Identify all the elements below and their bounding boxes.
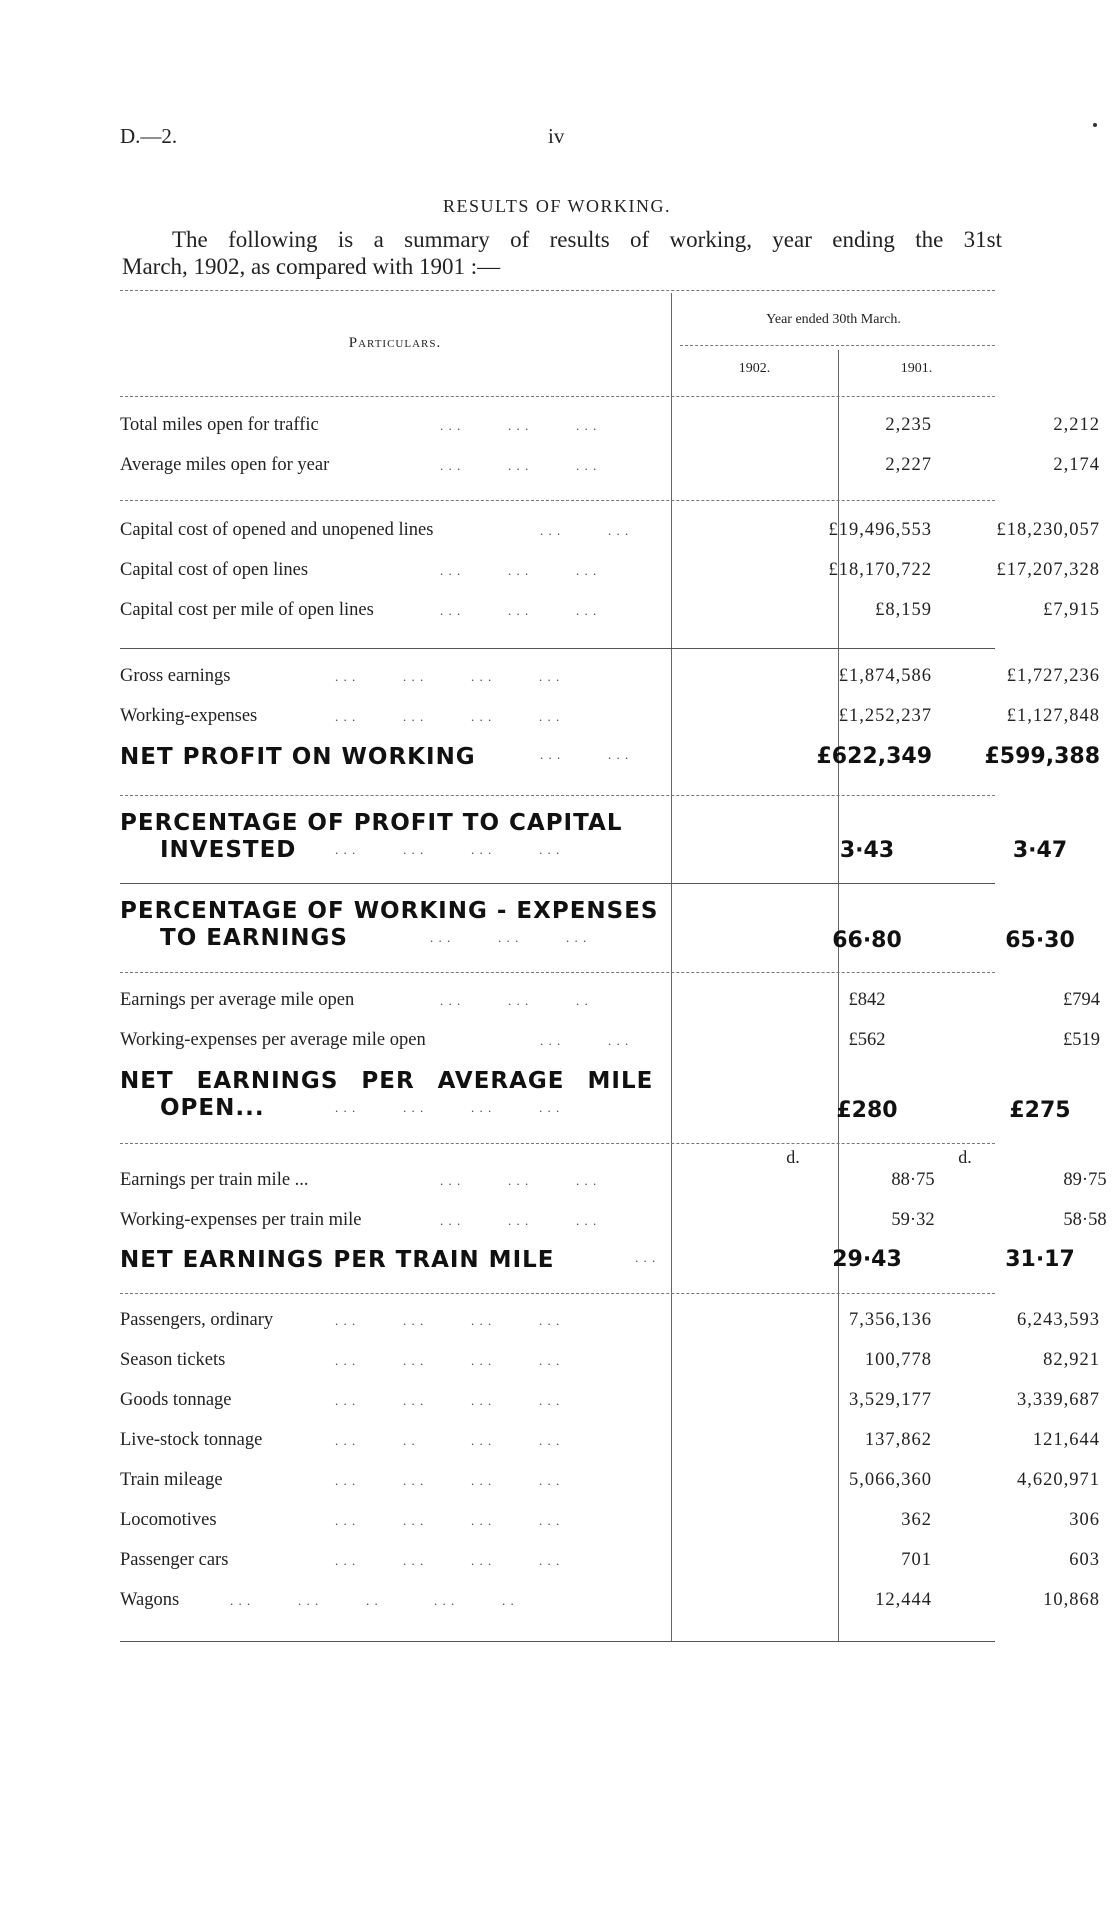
row-label: Passenger cars (120, 1550, 229, 1570)
section-rule (120, 1143, 995, 1144)
intro-paragraph (122, 226, 1002, 280)
value-1902: 2,227 (885, 455, 932, 475)
row-label-continued: INVESTED (160, 837, 297, 863)
leader-dots: . . . . . . . . (440, 993, 589, 1008)
value-1901: 306 (1069, 1510, 1100, 1530)
row-label: Passengers, ordinary (120, 1310, 274, 1330)
value-1902: 7,356,136 (849, 1310, 932, 1330)
value-1902: 88·75 (891, 1170, 935, 1190)
value-1902: £842 (848, 990, 886, 1010)
value-1901: 2,174 (1053, 455, 1100, 475)
row-label: Gross earnings (120, 666, 231, 686)
table-row (120, 455, 1100, 485)
leader-dots: . . . . . . . . . . . . (335, 1353, 561, 1368)
row-label-continued: OPEN... (160, 1095, 265, 1121)
value-1902: £622,349 (816, 744, 932, 769)
row-label: Capital cost of opened and unopened lines (120, 520, 434, 540)
value-1901: 82,921 (1043, 1350, 1100, 1370)
col-header-year-group: Year ended 30th March. (766, 312, 901, 327)
section-rule (120, 1293, 995, 1294)
value-1902: 5,066,360 (849, 1470, 932, 1490)
row-label-continued: TO EARNINGS (160, 925, 348, 951)
value-1901: 4,620,971 (1017, 1470, 1100, 1490)
leader-dots: . . . . . . . . . . . . (335, 1553, 561, 1568)
section-rule (120, 972, 995, 973)
leader-dots: . . . . . . . . . . . . (335, 1393, 561, 1408)
row-label: NET EARNINGS PER AVERAGE MILE (120, 1068, 654, 1094)
value-1902: 3,529,177 (849, 1390, 932, 1410)
leader-dots: . . . . . . . . . . . . (335, 1313, 561, 1328)
row-label: Working-expenses per average mile open (120, 1030, 426, 1050)
value-1901: 31·17 (1005, 1247, 1075, 1272)
value-1902: £562 (848, 1030, 886, 1050)
section-rule (120, 500, 995, 501)
value-1902: 59·32 (891, 1210, 935, 1230)
table-row (120, 600, 1100, 630)
value-1902: £19,496,553 (828, 520, 932, 540)
leader-dots: . . . . . . . . . (430, 930, 588, 945)
leader-dots: . . . . . . . . . . . . (335, 842, 561, 857)
table-row (120, 990, 1100, 1020)
value-1901: 65·30 (1005, 928, 1075, 953)
row-label: PERCENTAGE OF WORKING - EXPENSES (120, 898, 659, 924)
leader-dots: . . . . . . (540, 523, 630, 538)
row-label: Working-expenses (120, 706, 258, 726)
row-label: NET EARNINGS PER TRAIN MILE (120, 1247, 555, 1273)
leader-dots: . . . . . . . . . (440, 1173, 598, 1188)
ink-speck (1093, 123, 1097, 127)
intro-line-2: March, 1902, as compared with 1901 :— (122, 254, 501, 279)
row-label: PERCENTAGE OF PROFIT TO CAPITAL (120, 810, 623, 836)
row-label: Total miles open for traffic (120, 415, 319, 435)
value-1901: 58·58 (1063, 1210, 1107, 1230)
table-row-total (120, 1068, 1071, 1128)
row-label: Train mileage (120, 1470, 223, 1490)
value-1901: 121,644 (1032, 1430, 1100, 1450)
table-row-total (120, 810, 1068, 870)
value-1901: £1,127,848 (1006, 706, 1100, 726)
section-rule (120, 795, 995, 796)
section-heading: RESULTS OF WORKING. (442, 196, 672, 216)
row-label: Capital cost per mile of open lines (120, 600, 374, 620)
value-1901: £519 (1063, 1030, 1100, 1050)
value-1901: 10,868 (1043, 1590, 1100, 1610)
col-header-1902: 1902. (738, 361, 771, 376)
page-number: iv (548, 124, 565, 148)
table-row (120, 1390, 1100, 1420)
section-rule (120, 883, 995, 884)
value-1902: 362 (901, 1510, 932, 1530)
table-row (120, 1430, 1100, 1460)
value-1901: £599,388 (984, 744, 1100, 769)
value-1902: 66·80 (832, 928, 902, 953)
leader-dots: . . . . . . . . . (440, 1213, 598, 1228)
value-1901: £17,207,328 (996, 560, 1100, 580)
value-1902: £8,159 (875, 600, 932, 620)
table-row (120, 1030, 1100, 1060)
value-1902: 100,778 (864, 1350, 932, 1370)
row-label: Season tickets (120, 1350, 226, 1370)
value-1901: 3·47 (1012, 838, 1068, 863)
table-row (120, 1590, 1100, 1620)
col-header-particulars: Particulars. (348, 335, 442, 351)
leader-dots: . . . . . . . . . (440, 458, 598, 473)
value-1901: £7,915 (1043, 600, 1100, 620)
value-1902: 29·43 (832, 1247, 902, 1272)
value-1902: £1,874,586 (838, 666, 932, 686)
leader-dots: . . . . . . . . . (440, 418, 598, 433)
value-1902: 2,235 (885, 415, 932, 435)
value-1901: 603 (1069, 1550, 1100, 1570)
section-rule (120, 396, 995, 397)
row-label: Live-stock tonnage (120, 1430, 263, 1450)
table-row-total (120, 744, 1100, 774)
table-top-rule (120, 290, 995, 291)
unit-pence-1901: d. (958, 1147, 972, 1167)
table-bottom-rule (120, 1641, 995, 1642)
leader-dots: . . . . . . . . . . . . (335, 709, 561, 724)
row-label: Earnings per average mile open (120, 990, 355, 1010)
row-label: Wagons (120, 1590, 180, 1610)
leader-dots: . . . . . . . . . . . . (335, 1473, 561, 1488)
leader-dots: . . . . . . . . . (440, 603, 598, 618)
col-header-1901: 1901. (900, 361, 933, 376)
value-1901: £275 (1009, 1098, 1071, 1123)
row-label: Capital cost of open lines (120, 560, 309, 580)
leader-dots: . . . . . . . . . . . . (335, 669, 561, 684)
value-1902: 701 (901, 1550, 932, 1570)
value-1902: 137,862 (864, 1430, 932, 1450)
table-row (120, 520, 1100, 550)
leader-dots: . . . . . . . . . . . . (335, 1100, 561, 1115)
table-row (120, 1170, 1107, 1200)
table-row (120, 415, 1100, 445)
row-label: Locomotives (120, 1510, 217, 1530)
table-row-total (120, 898, 1075, 958)
leader-dots: . . . (635, 1250, 657, 1265)
row-label: Earnings per train mile ... (120, 1170, 309, 1190)
value-1901: £1,727,236 (1006, 666, 1100, 686)
section-rule (120, 648, 995, 649)
table-row-total (120, 1247, 1075, 1277)
value-1902: £280 (836, 1098, 898, 1123)
value-1902: £18,170,722 (828, 560, 932, 580)
leader-dots: . . . . . . (540, 1033, 630, 1048)
unit-pence-1902: d. (786, 1147, 800, 1167)
row-label: Average miles open for year (120, 455, 330, 475)
value-1901: £794 (1063, 990, 1100, 1010)
value-1902: 3·43 (839, 838, 895, 863)
leader-dots: . . . . . . (540, 747, 630, 762)
table-row (120, 1350, 1100, 1380)
table-row (120, 1510, 1100, 1540)
value-1901: 89·75 (1063, 1170, 1107, 1190)
table-row (120, 1210, 1107, 1240)
leader-dots: . . . . . . . . . . . . (335, 1513, 561, 1528)
leader-dots: . . . . . . . . . . . (335, 1433, 561, 1448)
row-label: Goods tonnage (120, 1390, 232, 1410)
value-1901: £18,230,057 (996, 520, 1100, 540)
table-row (120, 706, 1100, 736)
header-group-rule (680, 345, 995, 346)
table-row (120, 1310, 1100, 1340)
row-label: Working-expenses per train mile (120, 1210, 362, 1230)
value-1901: 3,339,687 (1017, 1390, 1100, 1410)
table-row (120, 1550, 1100, 1580)
table-row (120, 1470, 1100, 1500)
table-row (120, 666, 1100, 696)
value-1901: 2,212 (1053, 415, 1100, 435)
leader-dots: . . . . . . . . . (440, 563, 598, 578)
value-1902: 12,444 (875, 1590, 932, 1610)
value-1902: £1,252,237 (838, 706, 932, 726)
leader-dots: . . . . . . . . . . . . . (230, 1593, 515, 1608)
table-row (120, 560, 1100, 590)
row-label: NET PROFIT ON WORKING (120, 744, 476, 770)
intro-line-1: The following is a summary of results of working, year ending the 31st (172, 227, 1002, 252)
value-1901: 6,243,593 (1017, 1310, 1100, 1330)
page-reference: D.—2. (120, 124, 178, 148)
